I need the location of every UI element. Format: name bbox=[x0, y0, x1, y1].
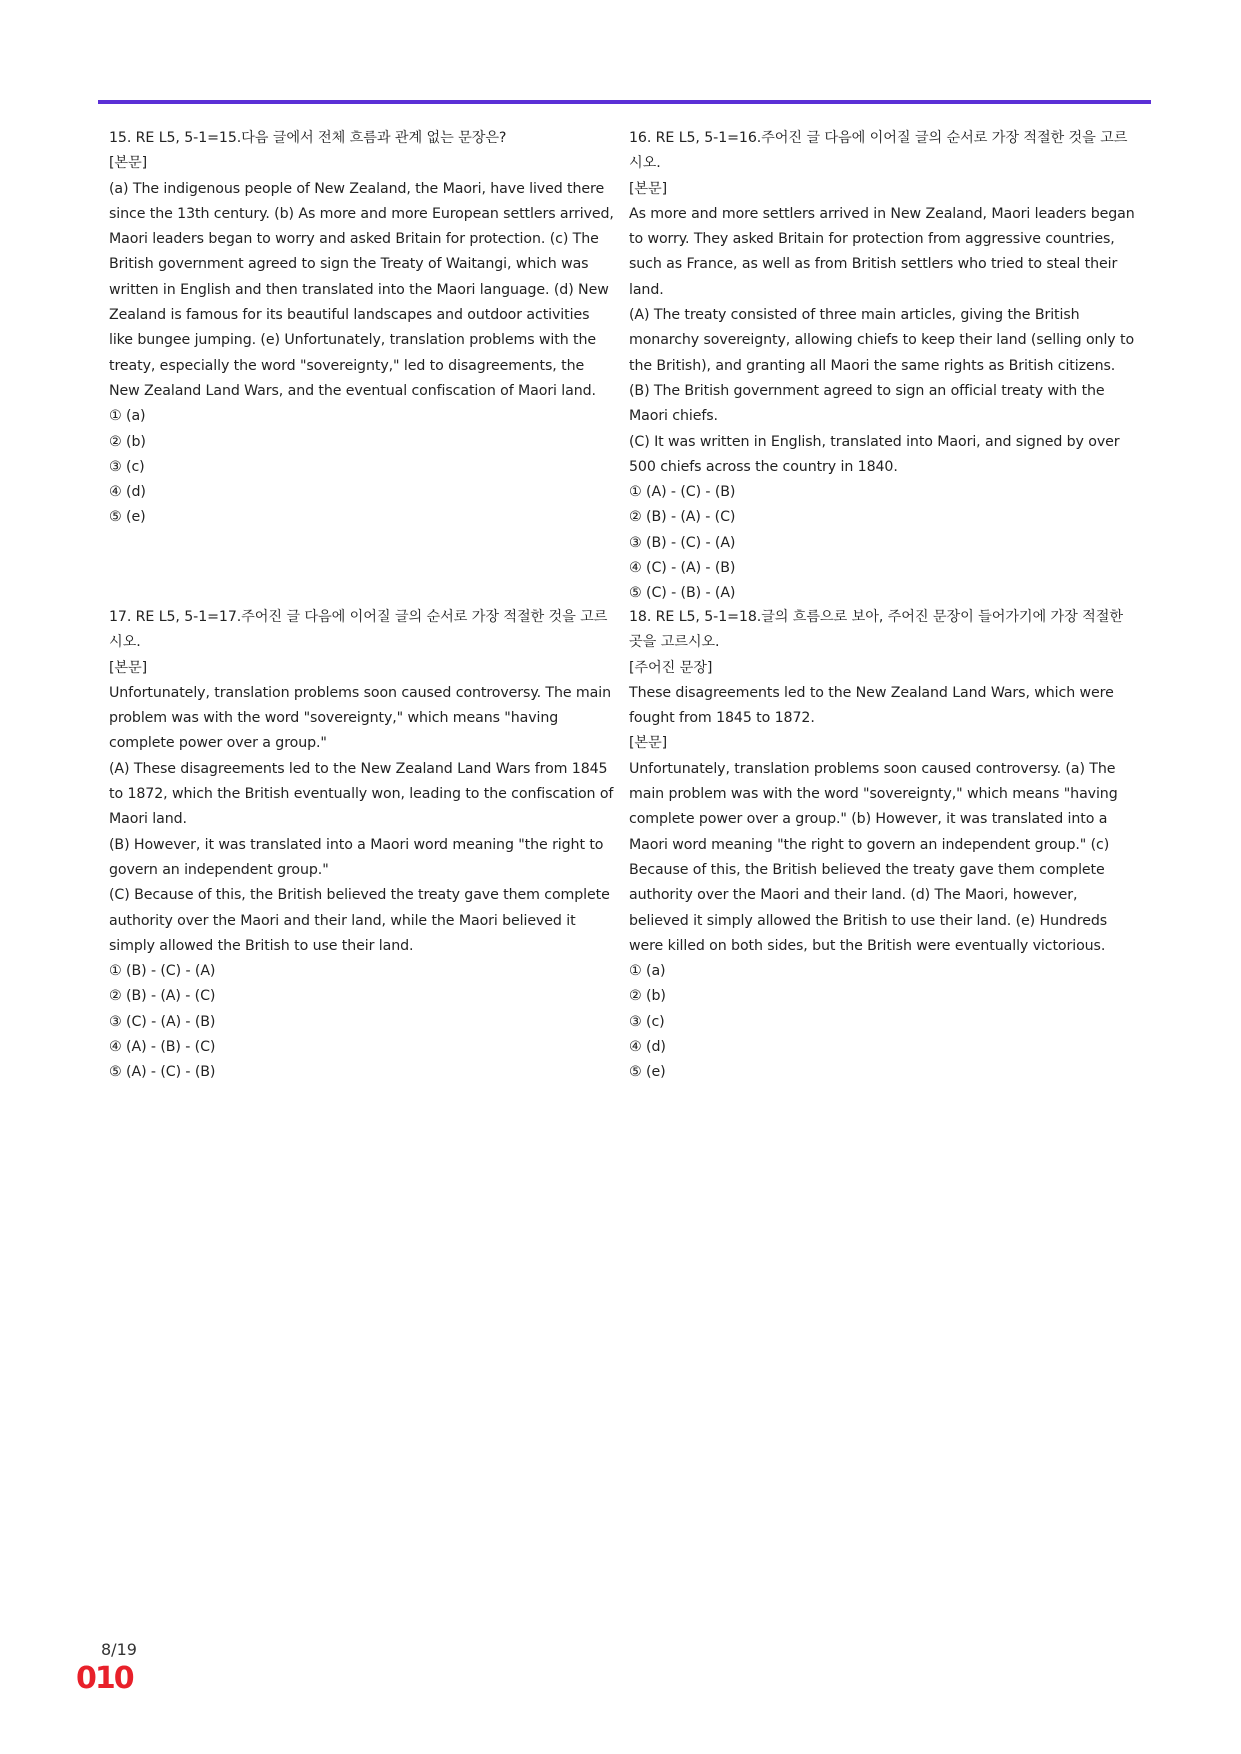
option-5[interactable]: ⑤ (A) - (C) - (B) bbox=[109, 1064, 216, 1081]
option-2[interactable]: ② (b) bbox=[109, 433, 146, 450]
section-label: [본문] bbox=[109, 155, 148, 172]
question-title: 16. RE L5, 5-1=16.주어진 글 다음에 이어질 글의 순서로 가장 적절한 것을 고르시오. bbox=[629, 130, 1128, 172]
question-18 bbox=[629, 605, 1137, 1086]
part-c: (C) Because of this, the British believed the treaty gave them complete authority over the Maori and their land, while the Maori believed it simply allowed the British to use their land. bbox=[109, 887, 610, 954]
question-17 bbox=[109, 605, 617, 1086]
section-label: [본문] bbox=[629, 735, 668, 752]
option-3[interactable]: ③ (c) bbox=[109, 458, 145, 475]
question-title: 15. RE L5, 5-1=15.다음 글에서 전체 흐름과 관계 없는 문장은? bbox=[109, 130, 507, 146]
option-4[interactable]: ④ (A) - (B) - (C) bbox=[109, 1039, 216, 1056]
part-a: (A) The treaty consisted of three main articles, giving the British monarchy sovereignty, allowing chiefs to keep their land (selling only to the British), and granting all Maori the same rights as British citizens. bbox=[629, 307, 1135, 374]
option-2[interactable]: ② (B) - (A) - (C) bbox=[109, 988, 216, 1005]
question-16 bbox=[629, 126, 1137, 607]
section-label: [본문] bbox=[629, 180, 668, 197]
option-1[interactable]: ① (A) - (C) - (B) bbox=[629, 484, 736, 501]
option-1[interactable]: ① (a) bbox=[109, 408, 146, 425]
question-title: 18. RE L5, 5-1=18.글의 흐름으로 보아, 주어진 문장이 들어가기에 가장 적절한 곳을 고르시오. bbox=[629, 609, 1123, 651]
option-1[interactable]: ① (a) bbox=[629, 963, 666, 980]
part-c: (C) It was written in English, translated into Maori, and signed by over 500 chiefs across the country in 1840. bbox=[629, 433, 1120, 475]
header-divider bbox=[98, 100, 1151, 104]
passage-text: (a) The indigenous people of New Zealand, the Maori, have lived there since the 13th century. (b) As more and more European settlers arrived, Maori leaders began to worry and asked Britain for protection. (c) The British government agreed to sign the Treaty of Waitangi, which was written in English and then translated into the Maori language. (d) New Zealand is famous for its beautiful landscapes and outdoor activities like bungee jumping. (e) Unfortunately, translation problems with the treaty, especially the word "sovereignty," led to disagreements, the New Zealand Land Wars, and the eventual confiscation of Maori land. bbox=[109, 180, 614, 399]
option-1[interactable]: ① (B) - (C) - (A) bbox=[109, 963, 216, 980]
answer-options bbox=[109, 959, 617, 1085]
answer-options bbox=[109, 404, 617, 530]
part-b: (B) The British government agreed to sign an official treaty with the Maori chiefs. bbox=[629, 382, 1105, 425]
section-label: [본문] bbox=[109, 659, 148, 676]
answer-options bbox=[629, 959, 1137, 1085]
part-b: (B) However, it was translated into a Maori word meaning "the right to govern an independent group." bbox=[109, 836, 604, 878]
option-4[interactable]: ④ (d) bbox=[109, 484, 146, 501]
question-title: 17. RE L5, 5-1=17.주어진 글 다음에 이어질 글의 순서로 가장 적절한 것을 고르시오. bbox=[109, 609, 608, 651]
question-15 bbox=[109, 126, 617, 531]
given-sentence: These disagreements led to the New Zealand Land Wars, which were fought from 1845 to 1872. bbox=[629, 684, 1114, 727]
passage-text: Unfortunately, translation problems soon caused controversy. (a) The main problem was with the word "sovereignty," which means "having complete power over a group." (b) However, it was translated into a Maori word meaning "the right to govern an independent group." (c) Because of this, the British believed the treaty gave them complete authority over the Maori and their land. (d) The Maori, however, believed it simply allowed the British to use their land. (e) Hundreds were killed on both sides, but the British were eventually victorious. bbox=[629, 760, 1118, 954]
option-4[interactable]: ④ (C) - (A) - (B) bbox=[629, 560, 736, 577]
passage-text: As more and more settlers arrived in New Zealand, Maori leaders began to worry. They asked Britain for protection from aggressive countries, such as France, as well as from British settlers who tried to steal their land. bbox=[629, 205, 1135, 298]
page-number: 8/19 bbox=[101, 1640, 137, 1659]
option-3[interactable]: ③ (c) bbox=[629, 1013, 665, 1030]
part-a: (A) These disagreements led to the New Zealand Land Wars from 1845 to 1872, which the British eventually won, leading to the confiscation of Maori land. bbox=[109, 760, 614, 828]
brand-logo: 010 bbox=[76, 1661, 133, 1696]
option-2[interactable]: ② (b) bbox=[629, 988, 666, 1005]
option-3[interactable]: ③ (C) - (A) - (B) bbox=[109, 1013, 216, 1030]
option-3[interactable]: ③ (B) - (C) - (A) bbox=[629, 534, 736, 551]
passage-text: Unfortunately, translation problems soon caused controversy. The main problem was with the word "sovereignty," which means "having complete power over a group." bbox=[109, 684, 611, 752]
option-5[interactable]: ⑤ (C) - (B) - (A) bbox=[629, 585, 736, 602]
answer-options bbox=[629, 480, 1137, 606]
option-5[interactable]: ⑤ (e) bbox=[109, 509, 146, 526]
option-5[interactable]: ⑤ (e) bbox=[629, 1064, 666, 1081]
option-2[interactable]: ② (B) - (A) - (C) bbox=[629, 509, 736, 526]
given-sentence-label: [주어진 문장] bbox=[629, 659, 713, 676]
option-4[interactable]: ④ (d) bbox=[629, 1039, 666, 1056]
